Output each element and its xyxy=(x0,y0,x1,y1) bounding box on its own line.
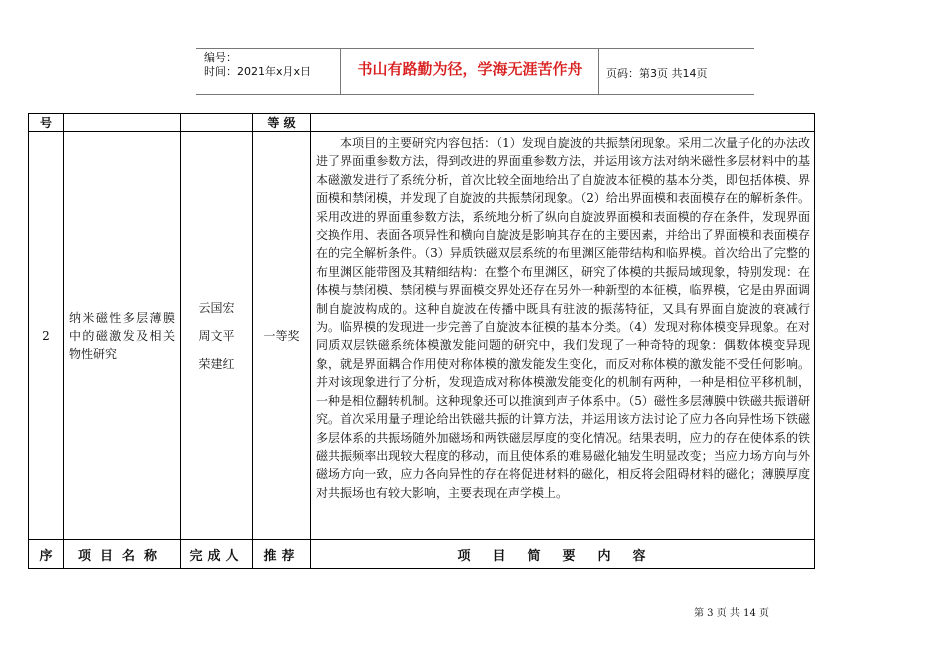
header-summary: 项目简要内容 xyxy=(311,540,815,569)
header-empty-4 xyxy=(311,114,815,132)
header-bottom-rule xyxy=(196,94,754,95)
page-footer: 第 3 页 共 14 页 xyxy=(694,608,769,619)
header-grade-cont: 等 级 xyxy=(253,114,311,132)
table-header-top xyxy=(29,114,815,132)
header-recommend: 推荐 xyxy=(253,540,311,569)
header-members: 完成人 xyxy=(181,540,253,569)
header-divider-left xyxy=(340,48,341,94)
row-number: 2 xyxy=(29,132,64,540)
header-seq: 序 xyxy=(29,540,64,569)
number-label: 编号： xyxy=(204,51,237,64)
member-name: 云国宏 xyxy=(198,300,235,315)
award-grade: 一等奖 xyxy=(253,132,311,540)
header-divider-right xyxy=(598,48,599,94)
header-meta xyxy=(204,51,311,79)
header-empty-2 xyxy=(181,114,253,132)
header-project-name: 项目名称 xyxy=(64,540,181,569)
header-empty-1 xyxy=(64,114,181,132)
project-members xyxy=(181,132,253,540)
header-top-rule xyxy=(196,48,754,49)
project-name: 纳米磁性多层薄膜中的磁激发及相关物性研究 xyxy=(64,132,181,540)
member-name: 荣建红 xyxy=(198,356,235,371)
page-header xyxy=(196,46,754,96)
header-motto: 书山有路勤为径，学海无涯苦作舟 xyxy=(357,60,583,78)
table-header-bottom xyxy=(29,540,815,569)
header-page-info: 页码：第3页 共14页 xyxy=(606,67,708,80)
table-row xyxy=(29,132,815,540)
date-label: 时间：2021年x月x日 xyxy=(204,65,312,78)
award-table xyxy=(28,113,815,569)
project-summary: 本项目的主要研究内容包括：（1）发现自旋波的共振禁闭现象。采用二次量子化的办法改进了界面重参数方法，得到改进的界面重参数方法，并运用该方法对纳米磁性多层材料中的基本磁激发进行了系统分析，首次比较全面地给出了自旋波本征模的基本分类，即包括体模、界面模和禁闭模，并发现了自旋波的共振禁闭现象。（2）给出界面模和表面模存在的解析条件。采用改进的界面重参数方法，系统地分析了纵向自旋波界面模和表面模的存在条件，发现界面交换作用、表面各项异性和横向自旋波是影响其存在的主要因素，并给出了界面模和表面模存在的完全解析条件。（3）异质铁磁双层系统的布里渊区能带结构和临界模。首次给出了完整的布里渊区能带图及其精细结构：在整个布里渊区，研究了体模的共振局域现象，特别发现：在体模与禁闭模、禁闭模与界面模交界处还存在另外一种新型的本征模，临界模，它是由界面调制自旋波构成的。这种自旋波在传播中既具有驻波的振荡特征，又具有界面自旋波的衰减行为。临界模的发现进一步完善了自旋波本征模的基本分类。（4）发现对称体模变异现象。在对同质双层铁磁系统体模激发能问题的研究中，我们发现了一种奇特的现象：偶数体模变异现象，就是界面耦合作用使对称体模的激发能发生变化，而反对称体模的激发能不受任何影响。并对该现象进行了分析，发现造成对称体模激发能变化的机制有两种，一种是相位平移机制，一种是相位翻转机制。这种现象还可以推演到声子体系中。（5）磁性多层薄膜中铁磁共振谱研究。首次采用量子理论给出铁磁共振的计算方法，并运用该方法讨论了应力各向异性场下铁磁多层体系的共振场随外加磁场和两铁磁层厚度的变化情况。结果表明，应力的存在使体系的铁磁共振频率出现较大程度的移动，而且使体系的难易磁化轴发生明显改变；当应力场方向与外磁场方向一致，应力各向异性的存在将促进材料的磁化，相反将会阻碍材料的磁化；薄膜厚度对共振场也有较大影响，主要表现在声学模上。 xyxy=(311,132,815,540)
member-name: 周文平 xyxy=(198,328,235,343)
header-num-cont: 号 xyxy=(29,114,64,132)
